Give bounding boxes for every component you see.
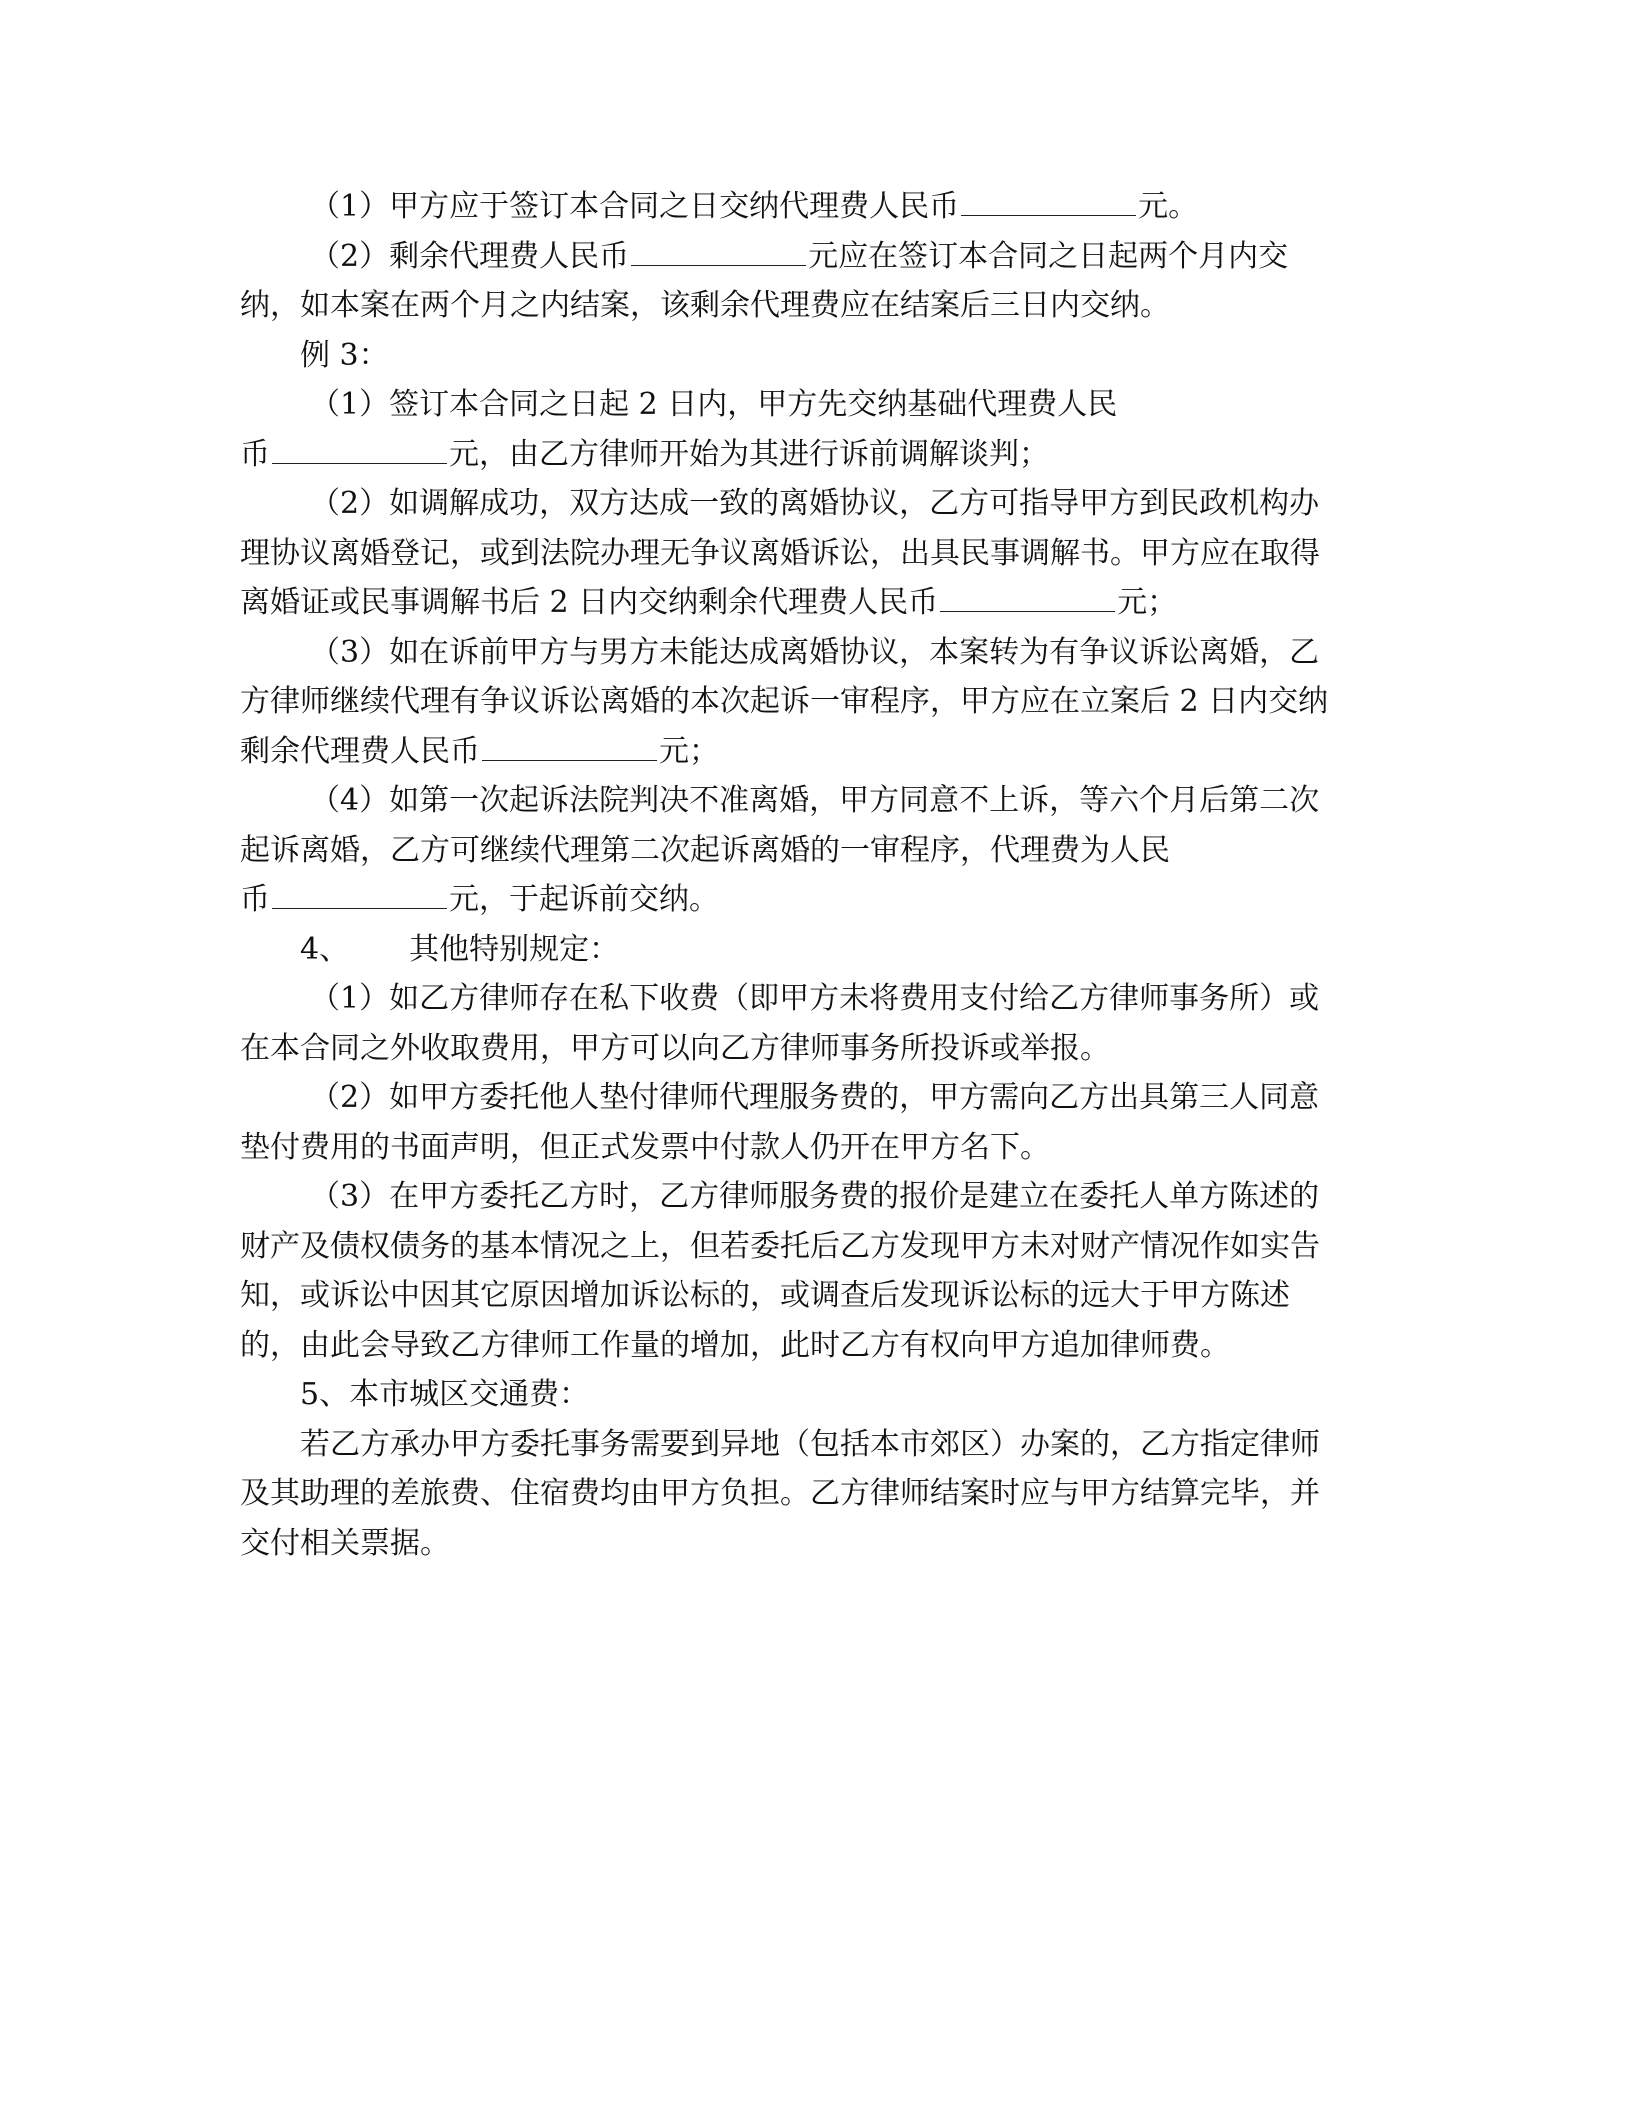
- text-segment: （2）剩余代理费人民币: [310, 238, 630, 274]
- text-segment: 及其助理的差旅费、住宿费均由甲方负担。乙方律师结案时应与甲方结算完毕，并: [240, 1476, 1320, 1511]
- section-heading: 其他特别规定：: [409, 931, 620, 967]
- text-line: [240, 1172, 1390, 1222]
- text-segment: 元，于起诉前交纳。: [449, 882, 719, 917]
- text-line: [240, 776, 1390, 826]
- text-segment: （2）如调解成功，双方达成一致的离婚协议，乙方可指导甲方到民政机构办: [310, 486, 1320, 521]
- text-segment: 的，由此会导致乙方律师工作量的增加，此时乙方有权向甲方追加律师费。: [240, 1327, 1230, 1363]
- text-line: [240, 1024, 1390, 1074]
- text-segment: （3）在甲方委托乙方时，乙方律师服务费的报价是建立在委托人单方陈述的: [310, 1179, 1320, 1214]
- text-line: [240, 826, 1390, 876]
- text-segment: 垫付费用的书面声明，但正式发票中付款人仍开在甲方名下。: [240, 1129, 1050, 1165]
- text-line: [240, 1420, 1390, 1470]
- text-segment: （2）如甲方委托他人垫付律师代理服务费的，甲方需向乙方出具第三人同意: [310, 1080, 1320, 1115]
- fill-in-blank: [272, 907, 447, 909]
- text-segment: 知，或诉讼中因其它原因增加诉讼标的，或调查后发现诉讼标的远大于甲方陈述: [240, 1278, 1290, 1313]
- fill-in-blank: [482, 759, 657, 761]
- text-line: [240, 628, 1390, 678]
- text-line: [240, 479, 1390, 529]
- text-line: [240, 677, 1390, 727]
- fill-in-blank: [940, 610, 1115, 612]
- text-segment: （3）如在诉前甲方与男方未能达成离婚协议，本案转为有争议诉讼离婚，乙: [310, 634, 1320, 670]
- text-segment: （1）如乙方律师存在私下收费（即甲方未将费用支付给乙方律师事务所）或: [310, 981, 1320, 1016]
- text-segment: 若乙方承办甲方委托事务需要到异地（包括本市郊区）办案的，乙方指定律师: [300, 1426, 1320, 1462]
- section-heading: 5、本市城区交通费：: [300, 1377, 590, 1412]
- example-heading: 例 3：: [300, 337, 389, 373]
- text-segment: 元，由乙方律师开始为其进行诉前调解谈判；: [449, 436, 1049, 472]
- text-line: [240, 331, 1390, 381]
- text-segment: （4）如第一次起诉法院判决不准离婚，甲方同意不上诉，等六个月后第二次: [310, 783, 1320, 818]
- section-number: 4、: [300, 931, 350, 967]
- text-line: [240, 380, 1390, 430]
- text-line: [240, 925, 1390, 975]
- text-line: [240, 182, 1390, 232]
- text-segment: 财产及债权债务的基本情况之上，但若委托后乙方发现甲方未对财产情况作如实告: [240, 1228, 1320, 1264]
- text-line: [240, 974, 1390, 1024]
- text-segment: 方律师继续代理有争议诉讼离婚的本次起诉一审程序，甲方应在立案后 2 日内交纳: [240, 684, 1329, 719]
- text-line: [240, 1321, 1390, 1371]
- text-line: [240, 1073, 1390, 1123]
- text-segment: 在本合同之外收取费用，甲方可以向乙方律师事务所投诉或举报。: [240, 1030, 1110, 1066]
- fill-in-blank: [631, 264, 806, 266]
- text-segment: 交付相关票据。: [240, 1525, 450, 1561]
- fill-in-blank: [961, 214, 1136, 216]
- text-line: [240, 875, 1390, 925]
- document-body: [240, 182, 1390, 1568]
- text-segment: 币: [240, 436, 270, 472]
- text-line: [240, 1519, 1390, 1569]
- fill-in-blank: [272, 462, 447, 464]
- text-segment: 元应在签订本合同之日起两个月内交: [808, 238, 1289, 274]
- text-segment: 元；: [659, 733, 719, 769]
- text-segment: 元。: [1138, 189, 1199, 224]
- text-segment: 纳，如本案在两个月之内结案，该剩余代理费应在结案后三日内交纳。: [240, 288, 1170, 323]
- text-line: [240, 1123, 1390, 1173]
- text-line: [240, 430, 1390, 480]
- text-line: [240, 1469, 1390, 1519]
- text-segment: 元；: [1117, 585, 1178, 620]
- text-line: [240, 1271, 1390, 1321]
- text-line: [240, 578, 1390, 628]
- text-segment: 币: [240, 882, 270, 917]
- text-line: [240, 727, 1390, 777]
- text-segment: 剩余代理费人民币: [240, 733, 480, 769]
- text-segment: （1）签订本合同之日起 2 日内，甲方先交纳基础代理费人民: [310, 387, 1118, 422]
- text-segment: （1）甲方应于签订本合同之日交纳代理费人民币: [310, 189, 960, 224]
- text-line: [240, 1370, 1390, 1420]
- text-segment: 离婚证或民事调解书后 2 日内交纳剩余代理费人民币: [240, 585, 939, 620]
- text-segment: 起诉离婚，乙方可继续代理第二次起诉离婚的一审程序，代理费为人民: [240, 832, 1170, 868]
- text-line: [240, 232, 1390, 282]
- text-line: [240, 529, 1390, 579]
- text-segment: 理协议离婚登记，或到法院办理无争议离婚诉讼，出具民事调解书。甲方应在取得: [240, 535, 1320, 571]
- text-line: [240, 1222, 1390, 1272]
- text-line: [240, 281, 1390, 331]
